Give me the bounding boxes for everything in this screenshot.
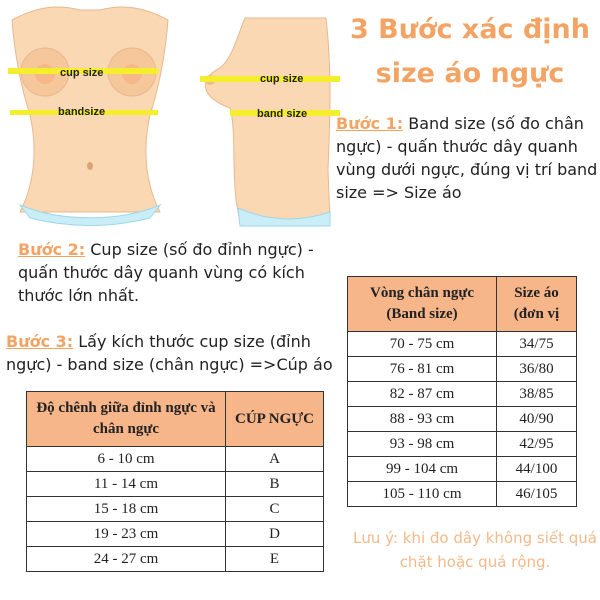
front-band-size-label: bandsize [58,106,106,118]
bra-size-cell: 46/105 [497,482,577,507]
page-title: 3 Bước xác định size áo ngực [349,14,590,89]
cup-letter-cell: A [226,447,324,472]
step-1 [336,112,600,204]
table-row [348,332,577,357]
band-range-cell: 99 - 104 cm [348,457,497,482]
table-row [348,357,577,382]
cup-letter-cell: D [226,522,324,547]
bra-size-cell: 40/90 [497,407,577,432]
step-3 [6,330,351,376]
step-3-text: Lấy kích thước cup size (đỉnh ngực) - band size (chân ngực) =>Cúp áo [6,332,333,374]
bra-size-cell: 34/75 [497,332,577,357]
band-range-cell: 93 - 98 cm [348,432,497,457]
bra-size-cell: 44/100 [497,457,577,482]
cup-table-header-cup: CÚP NGỰC [226,392,324,447]
band-range-cell: 76 - 81 cm [348,357,497,382]
side-band-size-label: band size [257,108,308,120]
cup-size-table [26,391,324,572]
step-2-text: Cup size (số đo đỉnh ngực) - quấn thước dây quanh vùng có kích thước lớn nhất. [18,240,314,305]
front-cup-size-label: cup size [60,67,104,79]
cup-letter-cell: E [226,547,324,572]
table-row [348,482,577,507]
cup-table-header-row [27,392,324,447]
step-2 [18,238,343,307]
band-table-header-row [348,277,577,332]
difference-cell: 6 - 10 cm [27,447,226,472]
side-view-figure [200,18,340,226]
band-table-header-band: Vòng chân ngực (Band size) [348,277,497,332]
bra-size-cell: 36/80 [497,357,577,382]
measurement-illustration [0,0,340,228]
band-range-cell: 70 - 75 cm [348,332,497,357]
cup-letter-cell: C [226,497,324,522]
table-row [348,382,577,407]
step-2-label: Bước 2: [18,240,86,259]
table-row [348,407,577,432]
table-row [348,432,577,457]
table-row [27,447,324,472]
band-range-cell: 82 - 87 cm [348,382,497,407]
front-view-figure [8,7,168,225]
difference-cell: 24 - 27 cm [27,547,226,572]
table-row [348,457,577,482]
difference-cell: 15 - 18 cm [27,497,226,522]
table-row [27,547,324,572]
table-row [27,472,324,497]
step-1-text: Band size (số đo chân ngực) - quấn thước dây quanh vùng dưới ngực, đúng vị trí band size => Size áo [336,114,598,202]
band-range-cell: 88 - 93 cm [348,407,497,432]
step-3-label: Bước 3: [6,332,74,351]
note-text: Lưu ý: khi đo dây không siết quá chặt hoặc quá rộng. [353,529,597,571]
cup-table-header-difference: Độ chênh giữa đỉnh ngực và chân ngực [27,392,226,447]
band-size-table [347,276,577,507]
difference-cell: 11 - 14 cm [27,472,226,497]
bra-size-cell: 42/95 [497,432,577,457]
step-1-label: Bước 1: [336,114,404,133]
bra-size-cell: 38/85 [497,382,577,407]
difference-cell: 19 - 23 cm [27,522,226,547]
cup-letter-cell: B [226,472,324,497]
band-table-header-size: Size áo (đơn vị [497,277,577,332]
table-row [27,497,324,522]
band-range-cell: 105 - 110 cm [348,482,497,507]
side-cup-size-label: cup size [260,73,304,85]
table-row [27,522,324,547]
